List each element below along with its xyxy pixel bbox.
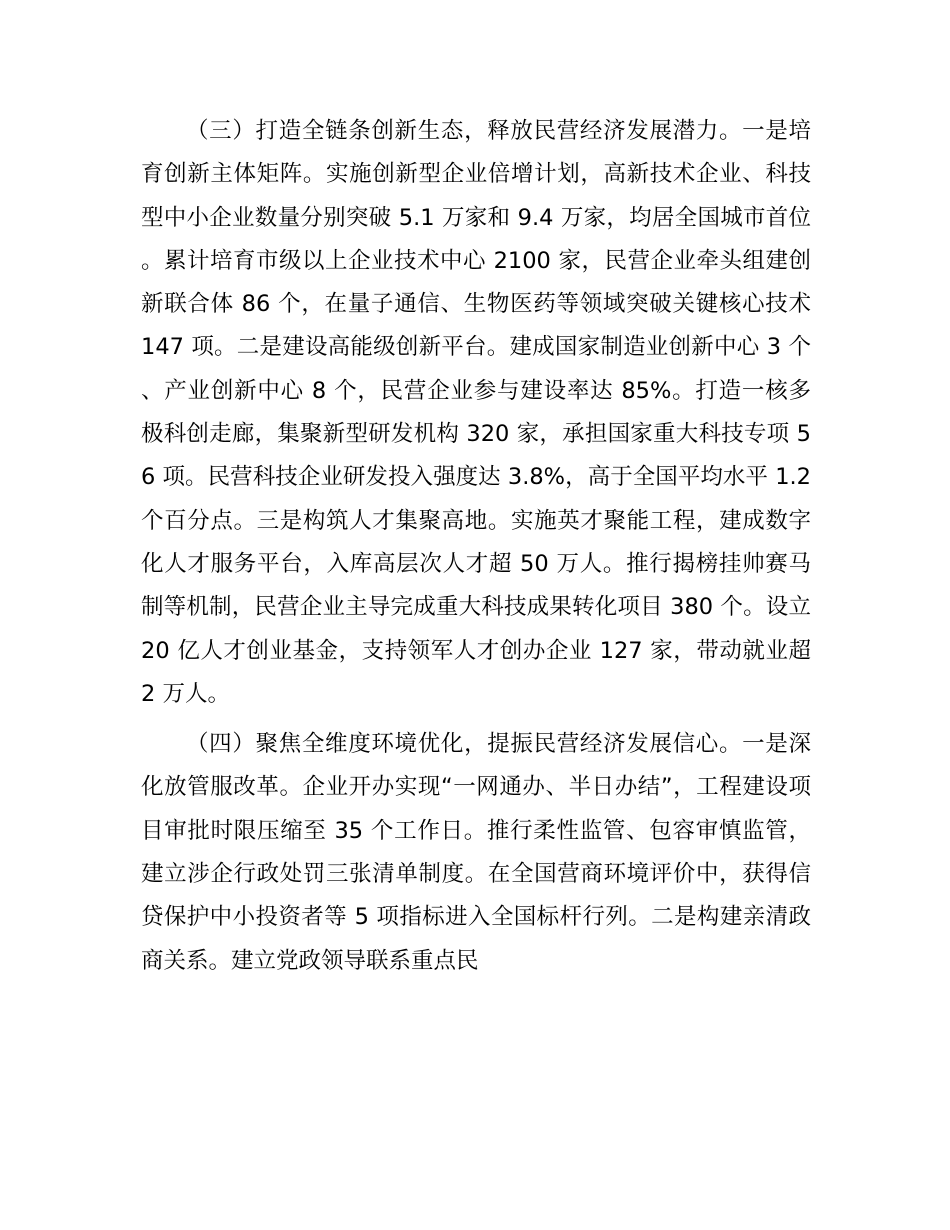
document-body — [141, 110, 811, 983]
paragraph-innovation-ecosystem: （三）打造全链条创新生态，释放民营经济发展潜力。一是培育创新主体矩阵。实施创新型企业倍增计划，高新技术企业、科技型中小企业数量分别突破 5.1 万家和 9.4 万家，均居全国城市首位。累计培育市级以上企业技术中心 2100 家，民营企业牵头组建创新联合体 86 个，在量子通信、生物医药等领域突破关键核心技术 147 项。二是建设高能级创新平台。建成国家制造业创新中心 3 个、产业创新中心 8 个，民营企业参与建设率达 85%。打造一核多极科创走廊，集聚新型研发机构 320 家，承担国家重大科技专项 56 项。民营科技企业研发投入强度达 3.8%，高于全国平均水平 1.2 个百分点。三是构筑人才集聚高地。实施英才聚能工程，建成数字化人才服务平台，入库高层次人才超 50 万人。推行揭榜挂帅赛马制等机制，民营企业主导完成重大科技成果转化项目 380 个。设立 20 亿人才创业基金，支持领军人才创办企业 127 家，带动就业超 2 万人。 — [141, 118, 811, 707]
paragraph-environment-optimization: （四）聚焦全维度环境优化，提振民营经济发展信心。一是深化放管服改革。企业开办实现“一网通办、半日办结”，工程建设项目审批时限压缩至 35 个工作日。推行柔性监管、包容审慎监管，建立涉企行政处罚三张清单制度。在全国营商环境评价中，获得信贷保护中小投资者等 5 项指标进入全国标杆行列。二是构建亲清政商关系。建立党政领导联系重点民 — [141, 731, 811, 974]
